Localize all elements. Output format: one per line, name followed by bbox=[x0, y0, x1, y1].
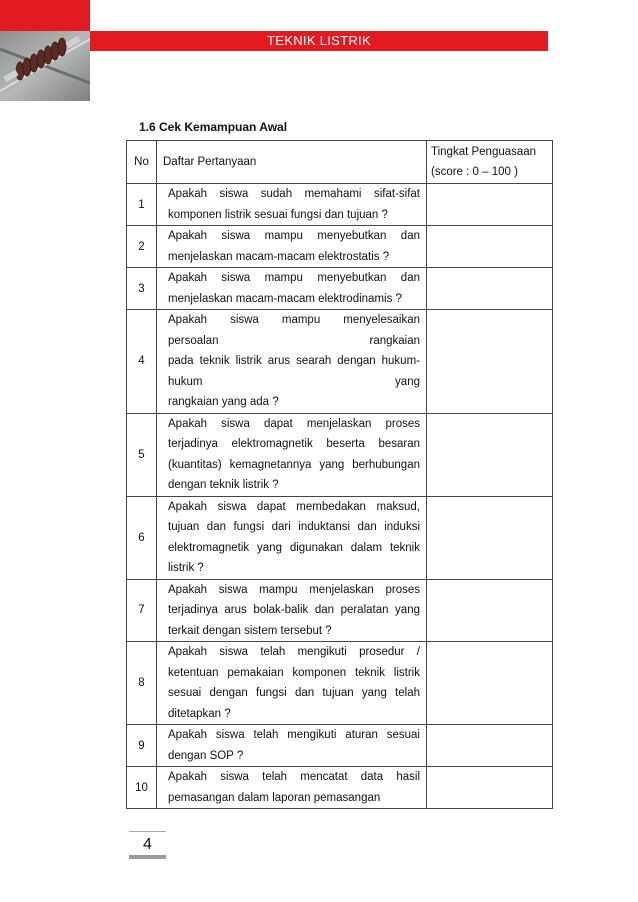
question-line: Apakah siswa telah mengikuti aturan sesuai bbox=[168, 729, 420, 741]
question-line: dengan teknik listrik ? bbox=[168, 479, 279, 491]
score-cell[interactable] bbox=[427, 268, 553, 310]
row-number: 7 bbox=[127, 579, 157, 642]
question-table bbox=[126, 140, 553, 809]
row-number: 2 bbox=[127, 226, 157, 268]
question-line: Apakah siswa mampu menyebutkan dan bbox=[168, 272, 420, 284]
table-body bbox=[127, 184, 553, 809]
header-score-line2: (score : 0 – 100 ) bbox=[431, 166, 518, 178]
question-line: dengan SOP ? bbox=[168, 749, 244, 762]
table-header-row bbox=[127, 141, 553, 184]
question-line: hukum yang bbox=[168, 375, 420, 388]
question-line: Apakah siswa telah mencatat data hasil bbox=[168, 771, 420, 783]
question-line: Apakah siswa telah mengikuti prosedur / bbox=[168, 646, 420, 658]
row-number: 10 bbox=[127, 767, 157, 809]
row-number: 3 bbox=[127, 268, 157, 310]
question-line: terjadinya arus bolak-balik dan peralatan yang bbox=[168, 604, 420, 616]
table-row bbox=[127, 642, 553, 725]
question-cell bbox=[157, 496, 427, 579]
question-line: menjelaskan macam-macam elektrostatis ? bbox=[168, 250, 390, 263]
table-row bbox=[127, 413, 553, 496]
question-line: komponen listrik sesuai fungsi dan tujuan ? bbox=[168, 208, 388, 221]
question-line: terkait dengan sistem tersebut ? bbox=[168, 624, 332, 637]
row-number: 5 bbox=[127, 413, 157, 496]
question-line: persoalan rangkaian bbox=[168, 334, 420, 347]
question-line: terjadinya elektromagnetik beserta besaran bbox=[168, 438, 420, 450]
question-line: (kuantitas) kemagnetannya yang berhubungan bbox=[168, 458, 420, 471]
question-line: menjelaskan macam-macam elektrodinamis ? bbox=[168, 292, 402, 305]
table-row bbox=[127, 184, 553, 226]
question-cell bbox=[157, 268, 427, 310]
question-cell bbox=[157, 767, 427, 809]
table-row bbox=[127, 579, 553, 642]
question-line: elektromagnetik yang digunakan dalam teknik bbox=[168, 541, 420, 554]
question-cell bbox=[157, 310, 427, 414]
table-row bbox=[127, 226, 553, 268]
score-cell[interactable] bbox=[427, 579, 553, 642]
section-title: 1.6 Cek Kemampuan Awal bbox=[139, 120, 288, 134]
question-line: sesuai dengan fungsi dan tujuan yang telah bbox=[168, 687, 420, 699]
table-row bbox=[127, 496, 553, 579]
page-number-bar bbox=[129, 855, 166, 859]
score-cell[interactable] bbox=[427, 310, 553, 414]
table-row bbox=[127, 767, 553, 809]
header-red-block bbox=[0, 0, 90, 31]
row-number: 9 bbox=[127, 725, 157, 767]
page-number: 4 bbox=[143, 836, 152, 853]
question-line: Apakah siswa mampu menyebutkan dan bbox=[168, 230, 420, 242]
header-score bbox=[427, 141, 553, 184]
row-number: 1 bbox=[127, 184, 157, 226]
question-cell bbox=[157, 642, 427, 725]
score-cell[interactable] bbox=[427, 725, 553, 767]
score-cell[interactable] bbox=[427, 413, 553, 496]
insulator-photo bbox=[0, 31, 90, 101]
row-number: 8 bbox=[127, 642, 157, 725]
question-line: ketentuan pemakaian komponen teknik listrik bbox=[168, 666, 420, 679]
question-line: Apakah siswa mampu menyelesaikan bbox=[168, 314, 420, 326]
question-cell bbox=[157, 579, 427, 642]
question-cell bbox=[157, 184, 427, 226]
question-line: ditetapkan ? bbox=[168, 707, 231, 720]
score-cell[interactable] bbox=[427, 496, 553, 579]
score-cell[interactable] bbox=[427, 642, 553, 725]
question-line: pemasangan dalam laporan pemasangan bbox=[168, 791, 381, 804]
row-number: 4 bbox=[127, 310, 157, 414]
score-cell[interactable] bbox=[427, 184, 553, 226]
question-line: pada teknik listrik arus searah dengan hukum- bbox=[168, 355, 420, 367]
question-line: Apakah siswa sudah memahami sifat-sifat bbox=[168, 188, 420, 200]
table-row bbox=[127, 725, 553, 767]
row-number: 6 bbox=[127, 496, 157, 579]
question-line: rangkaian yang ada ? bbox=[168, 396, 279, 408]
header-question: Daftar Pertanyaan bbox=[157, 141, 427, 184]
question-line: listrik ? bbox=[168, 562, 204, 574]
question-cell bbox=[157, 226, 427, 268]
question-line: Apakah siswa dapat menjelaskan proses bbox=[168, 417, 420, 430]
table-row bbox=[127, 268, 553, 310]
score-cell[interactable] bbox=[427, 226, 553, 268]
header-title: TEKNIK LISTRIK bbox=[90, 31, 548, 51]
page-number-rule bbox=[129, 831, 166, 832]
question-line: tujuan dan fungsi dari induktansi dan induksi bbox=[168, 521, 420, 533]
score-cell[interactable] bbox=[427, 767, 553, 809]
header-score-line1: Tingkat Penguasaan bbox=[431, 146, 537, 158]
header-no: No bbox=[127, 141, 157, 184]
question-line: Apakah siswa dapat membedakan maksud, bbox=[168, 500, 420, 513]
question-cell bbox=[157, 413, 427, 496]
table-row bbox=[127, 310, 553, 414]
question-cell bbox=[157, 725, 427, 767]
question-line: Apakah siswa mampu menjelaskan proses bbox=[168, 583, 420, 596]
